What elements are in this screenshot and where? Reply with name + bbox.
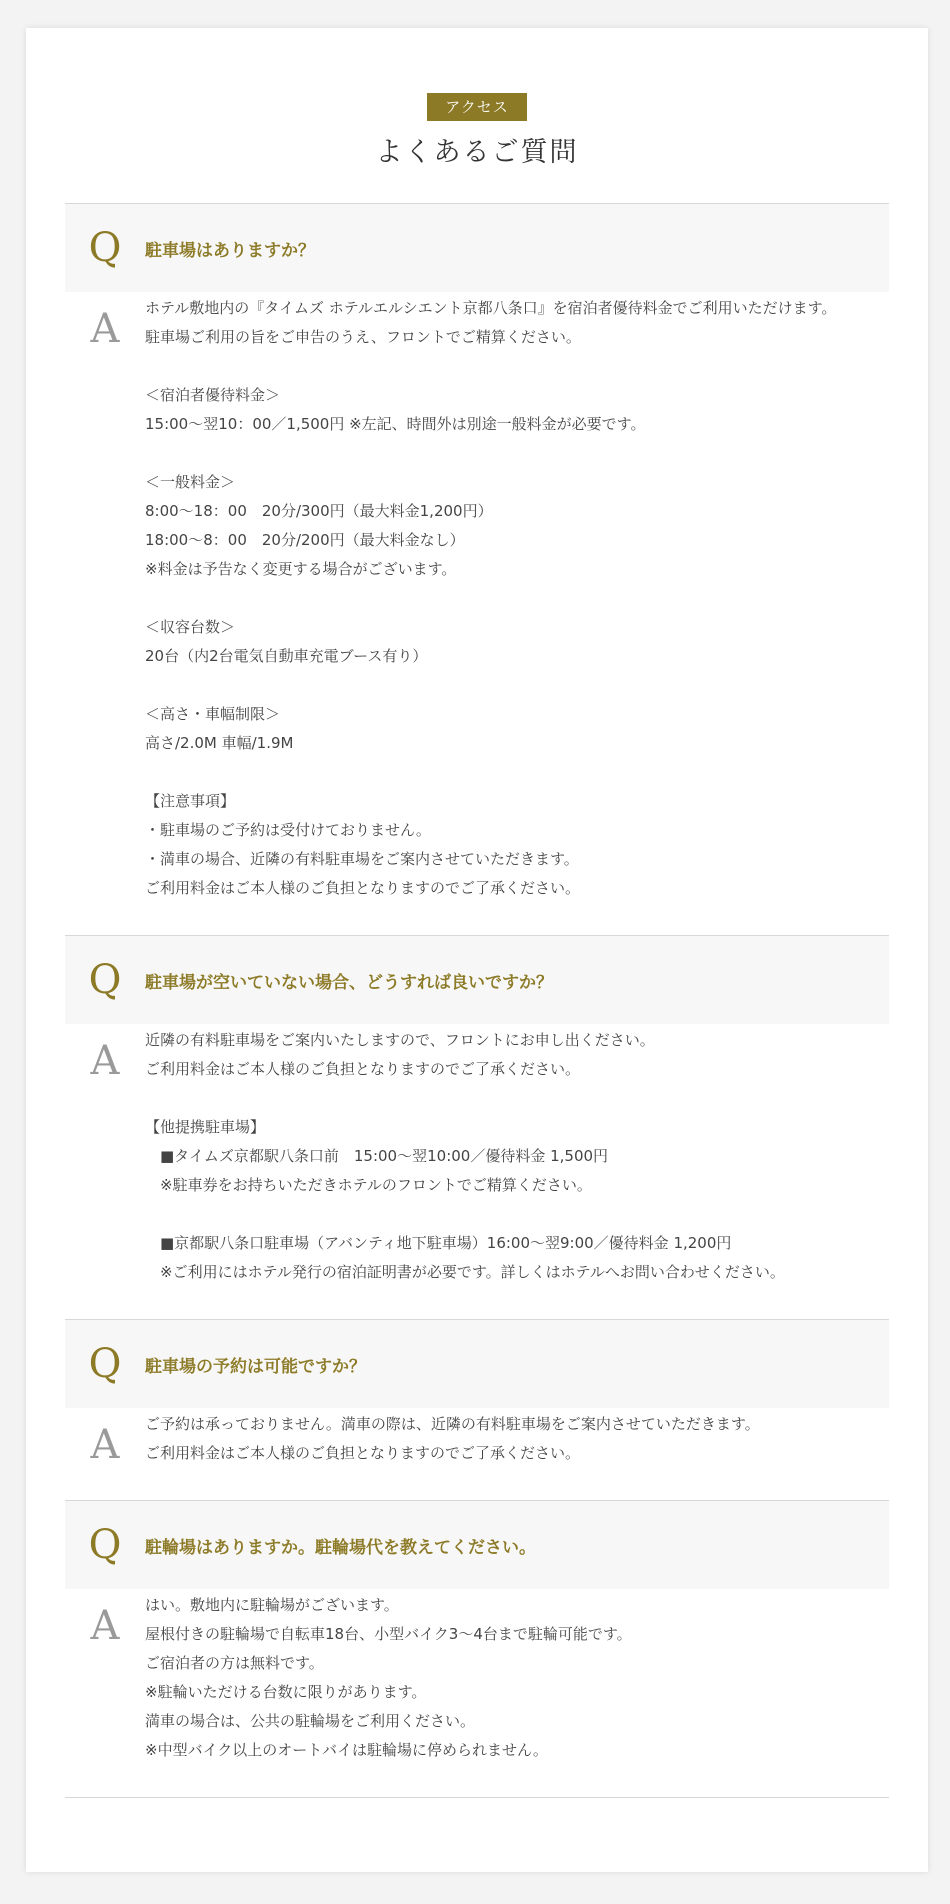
answer-line: はい。敷地内に駐輪場がございます。 [145,1596,399,1614]
answer-mark-label: A [90,306,120,352]
answer-line: ※中型バイク以上のオートバイは駐輪場に停められません。 [145,1741,548,1759]
answer-line [145,758,869,787]
answer-line: ご宿泊者の方は無料です。 [145,1654,324,1672]
answer-line [145,671,869,700]
faq-question-text: 駐車場はありますか？ [145,240,315,261]
answer-line: ・満車の場合、近隣の有料駐車場をご案内させていただきます。 [145,850,579,868]
answer-line [145,439,869,468]
section-badge: アクセス [427,93,527,121]
answer-line [145,1200,869,1229]
answer-line: 【他提携駐車場】 [145,1118,266,1136]
question-mark-label: Q [88,1522,122,1568]
answer-line: ＜高さ・車幅制限＞ [145,705,281,723]
faq-item [65,204,889,936]
answer-line: ※駐輪いただける台数に限りがあります。 [145,1683,427,1701]
answer-line: ※駐車券をお持ちいただきホテルのフロントでご精算ください。 [145,1176,592,1194]
answer-line: 8:00～18：00 20分/300円（最大料金1,200円） [145,502,493,520]
answer-line: ■京都駅八条口駐車場（アバンティ地下駐車場）16:00～翌9:00／優待料金 1,200円 [145,1234,732,1252]
answer-line: 15:00～翌10：00／1,500円 ※左記、時間外は別途一般料金が必要です。 [145,415,646,433]
answer-line [145,352,869,381]
page-header [26,93,928,171]
answer-line: 【注意事項】 [145,792,236,810]
answer-line: 屋根付きの駐輪場で自転車18台、小型バイク3～4台まで駐輪可能です。 [145,1625,632,1643]
answer-line: ＜一般料金＞ [145,473,236,491]
faq-answer-body [145,294,889,903]
answer-line: 18:00～8：00 20分/200円（最大料金なし） [145,531,465,549]
answer-mark-label: A [90,1422,120,1468]
answer-mark-label: A [90,1603,120,1649]
faq-question-text: 駐輪場はありますか。駐輪場代を教えてください。 [145,1537,536,1558]
faq-answer [65,1024,889,1319]
faq-list [65,203,889,1798]
faq-item [65,1320,889,1501]
faq-question[interactable] [65,936,889,1024]
faq-answer [65,292,889,935]
question-mark-label: Q [88,1341,122,1387]
faq-question[interactable] [65,1320,889,1408]
page-title: よくあるご質問 [375,137,579,168]
faq-question[interactable] [65,1501,889,1589]
faq-question-text: 駐車場の予約は可能ですか？ [145,1356,366,1377]
faq-item [65,1501,889,1798]
answer-line: 近隣の有料駐車場をご案内いたしますので、フロントにお申し出ください。 [145,1031,655,1049]
faq-question-text: 駐車場が空いていない場合、どうすれば良いですか？ [145,972,553,993]
answer-mark-label: A [90,1038,120,1084]
answer-line: ＜宿泊者優待料金＞ [145,386,281,404]
answer-line: ※料金は予告なく変更する場合がございます。 [145,560,457,578]
faq-answer [65,1408,889,1500]
answer-line: ＜収容台数＞ [145,618,236,636]
answer-line: ご利用料金はご本人様のご負担となりますのでご了承ください。 [145,1444,581,1462]
answer-line: ご利用料金はご本人様のご負担となりますのでご了承ください。 [145,1060,581,1078]
answer-line: ・駐車場のご予約は受付けておりません。 [145,821,431,839]
question-mark-label: Q [88,225,122,271]
question-mark-label: Q [88,957,122,1003]
answer-line: ■タイムズ京都駅八条口前 15:00～翌10:00／優待料金 1,500円 [145,1147,609,1165]
answer-line: ※ご利用にはホテル発行の宿泊証明書が必要です。詳しくはホテルへお問い合わせください。 [145,1263,785,1281]
answer-line [145,1084,869,1113]
answer-line: 駐車場ご利用の旨をご申告のうえ、フロントでご精算ください。 [145,328,581,346]
faq-item [65,936,889,1320]
faq-answer [65,1589,889,1797]
answer-line: ご利用料金はご本人様のご負担となりますのでご了承ください。 [145,879,581,897]
answer-line: 高さ/2.0M 車幅/1.9M [145,734,294,752]
answer-line: 20台（内2台電気自動車充電ブース有り） [145,647,428,665]
faq-answer-body [145,1026,889,1287]
faq-answer-body [145,1591,889,1765]
faq-answer-body [145,1410,889,1468]
answer-line: ご予約は承っておりません。満車の際は、近隣の有料駐車場をご案内させていただきます。 [145,1415,760,1433]
faq-card [26,28,928,1872]
faq-question[interactable] [65,204,889,292]
answer-line [145,584,869,613]
answer-line: 満車の場合は、公共の駐輪場をご利用ください。 [145,1712,476,1730]
answer-line: ホテル敷地内の『タイムズ ホテルエルシエント京都八条口』を宿泊者優待料金でご利用いただけます。 [145,299,837,317]
